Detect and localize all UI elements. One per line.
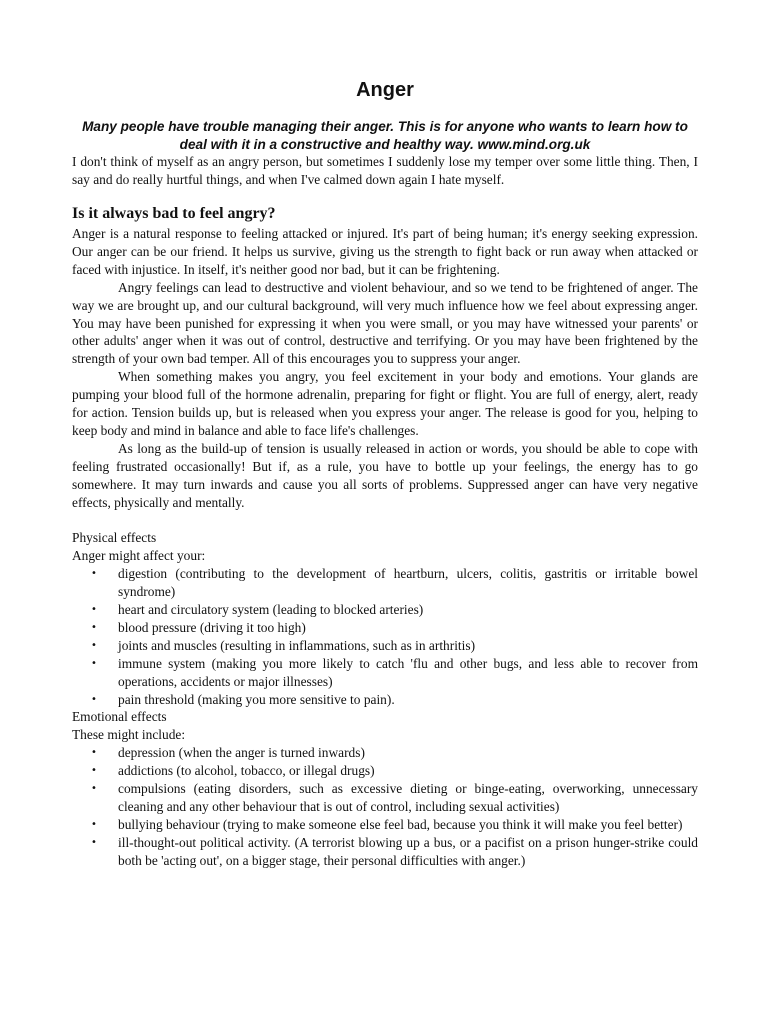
list-item: • ill-thought-out political activity. (A terrorist blowing up a bus, or a pacifist on a prison hunger-strike could both be 'acting out', on a bigger stage, their personal difficulties with anger.) xyxy=(91,834,698,868)
list-item: • blood pressure (driving it too high) xyxy=(91,619,306,635)
intro-paragraph: I don't think of myself as an angry person, but sometimes I suddenly lose my temper over some little thing. Then, I say and do really hurtful things, and when I've calmed down again I hate myself. xyxy=(72,154,698,188)
list-item: • bullying behaviour (trying to make someone else feel bad, because you think it will make you feel better) xyxy=(91,816,683,832)
bullet-icon: • xyxy=(91,818,97,830)
section-heading: Is it always bad to feel angry? xyxy=(72,205,276,222)
list-item: • addictions (to alcohol, tobacco, or illegal drugs) xyxy=(91,763,375,779)
document-page xyxy=(72,72,698,870)
emotional-effects-lead: These might include: xyxy=(72,727,186,743)
bullet-icon: • xyxy=(91,621,97,633)
bullet-icon: • xyxy=(91,639,97,651)
list-item: • immune system (making you more likely to catch 'flu and other bugs, and less able to recover from operations, accidents or major illnesses) xyxy=(91,655,698,689)
body-paragraph-4: As long as the build-up of tension is usually released in action or words, you should be able to cope with feeling frustrated occasionally! But if, as a rule, you have to bottle up your feelings, the energy has to go somewhere. It may turn inwards and cause you all sorts of problems. Suppressed anger can have very negative effects, physically and mentally. xyxy=(72,440,698,510)
spacer xyxy=(72,512,698,530)
list-item: • compulsions (eating disorders, such as excessive dieting or binge-eating, overworking, unnecessary cleaning and any other behaviour that is out of control, including sexual activities) xyxy=(91,781,698,814)
list-item: • pain threshold (making you more sensitive to pain). xyxy=(91,691,395,707)
bullet-icon: • xyxy=(91,836,97,848)
bullet-icon: • xyxy=(91,657,97,669)
list-item: • joints and muscles (resulting in inflammations, such as in arthritis) xyxy=(91,637,476,653)
subtitle: Many people have trouble managing their anger. This is for anyone who wants to learn how to deal with it in a constructive and healthy way. www.mind.org.uk xyxy=(82,119,688,152)
bullet-icon: • xyxy=(91,568,97,580)
bullet-icon: • xyxy=(91,693,97,705)
emotional-effects-label: Emotional effects xyxy=(72,709,167,725)
physical-effects-label: Physical effects xyxy=(72,530,157,546)
body-paragraph-1: Anger is a natural response to feeling attacked or injured. It's part of being human; it's energy seeking expression. Our anger can be our friend. It helps us survive, giving us the strength to fight back or run away when attacked or faced with injustice. In itself, it's neither good nor bad, but it can be frightening. xyxy=(72,226,698,277)
bullet-icon: • xyxy=(91,747,97,759)
physical-effects-list xyxy=(72,565,698,708)
body-paragraph-3: When something makes you angry, you feel excitement in your body and emotions. Your glands are pumping your blood full of the hormone adrenalin, preparing for fight or flight. You are full of energy, alert, ready for action. Tension builds up, but is released when you express your anger. The release is good for you, helping to keep body and mind in balance and able to face life's challenges. xyxy=(72,369,698,438)
body-paragraph-2: Angry feelings can lead to destructive and violent behaviour, and so we tend to be frightened of anger. The way we are brought up, and our cultural background, will very much influence how we feel about expressing anger. You may have been punished for expressing it when you were small, or you may have witnessed your parents' or other adults' anger when it was out of control, destructive and terrifying. Or you may have been frightened by the strength of your own bad temper. All of this encourages you to suppress your anger. xyxy=(72,279,698,367)
bullet-icon: • xyxy=(91,765,97,777)
list-item: • digestion (contributing to the development of heartburn, ulcers, colitis, gastritis or irritable bowel syndrome) xyxy=(91,566,698,600)
page-title: Anger xyxy=(356,79,414,101)
list-item: • heart and circulatory system (leading to blocked arteries) xyxy=(91,602,424,618)
physical-effects-lead: Anger might affect your: xyxy=(72,548,206,564)
bullet-icon: • xyxy=(91,604,97,616)
bullet-icon: • xyxy=(91,783,97,795)
emotional-effects-list xyxy=(72,744,698,869)
list-item: • depression (when the anger is turned inwards) xyxy=(91,745,365,761)
